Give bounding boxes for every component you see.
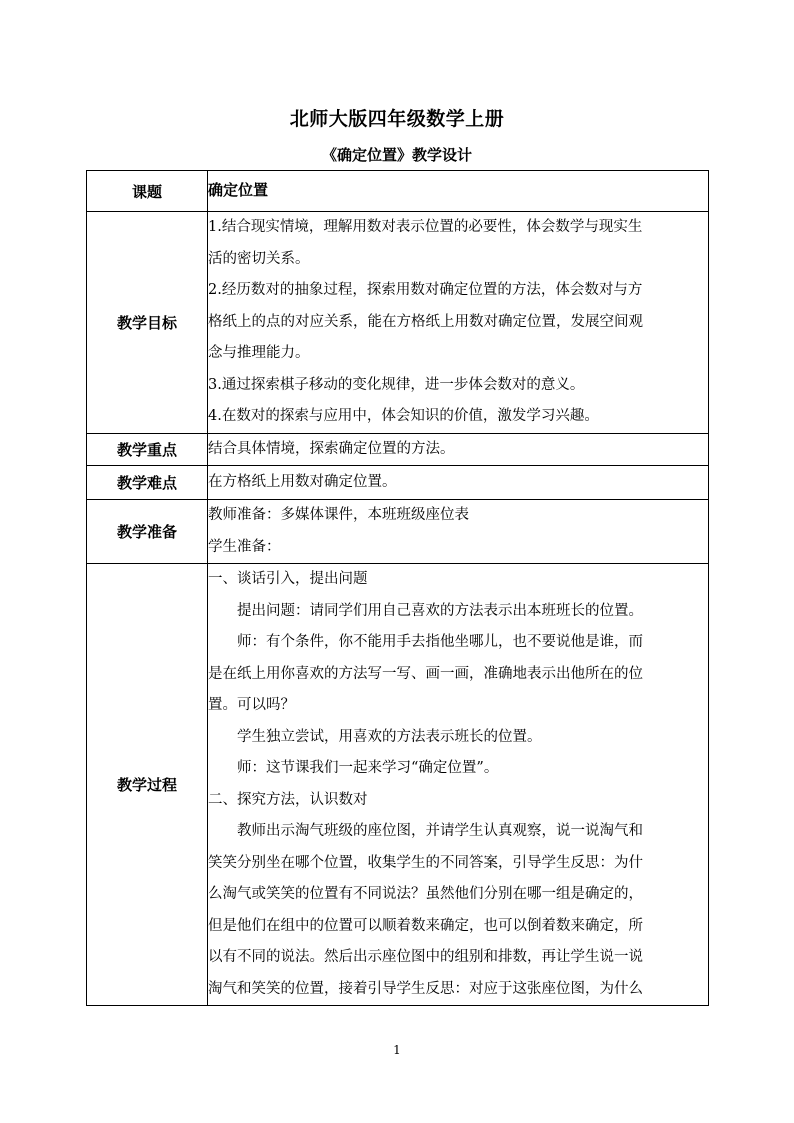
- process-line: 么淘气或笑笑的位置有不同说法？虽然他们分别在哪一组是确定的，: [208, 886, 643, 902]
- row-value-process: [208, 564, 709, 1006]
- goals-line: 1.结合现实情境，理解用数对表示位置的必要性，体会数学与现实生: [208, 219, 643, 235]
- row-value-difficulty: 在方格纸上用数对确定位置。: [208, 466, 709, 500]
- process-heading: 一、谈话引入，提出问题: [208, 571, 368, 587]
- process-line: 师：这节课我们一起来学习“确定位置”。: [237, 760, 499, 776]
- row-label-process: 教学过程: [87, 564, 208, 1006]
- document-subtitle: 《确定位置》教学设计: [321, 146, 472, 164]
- goals-line: 2.经历数对的抽象过程，探索用数对确定位置的方法，体会数对与方: [208, 282, 643, 298]
- table-row-preparation: [87, 500, 709, 564]
- process-line: 学生独立尝试，用喜欢的方法表示班长的位置。: [237, 728, 542, 745]
- process-line: 教师出示淘气班级的座位图，并请学生认真观察，说一说淘气和: [237, 823, 643, 839]
- table-row-key-point: [87, 433, 709, 466]
- process-line: 提出问题：请同学们用自己喜欢的方法表示出本班班长的位置。: [237, 602, 643, 619]
- table-row-difficulty: [87, 466, 709, 500]
- process-line: 以有不同的说法。然后出示座位图中的组别和排数，再让学生说一说: [208, 949, 643, 965]
- row-label-preparation: 教学准备: [87, 500, 208, 564]
- goals-line: 4.在数对的探索与应用中，体会知识的价值，激发学习兴趣。: [208, 408, 599, 424]
- goals-line: 格纸上的点的对应关系，能在方格纸上用数对确定位置，发展空间观: [208, 313, 643, 330]
- lesson-plan-table: [86, 170, 709, 1006]
- process-line: 是在纸上用你喜欢的方法写一写、画一画，准确地表示出他所在的位: [208, 665, 643, 682]
- row-label-topic: 课题: [87, 171, 208, 212]
- row-value-preparation: [208, 500, 709, 564]
- process-line: 但是他们在组中的位置可以顺着数来确定，也可以倒着数来确定，所: [208, 917, 643, 934]
- table-row-topic: [87, 171, 709, 212]
- preparation-line: 学生准备：: [208, 538, 281, 555]
- row-value-key-point: 结合具体情境，探索确定位置的方法。: [208, 433, 709, 466]
- row-value-topic: 确定位置: [208, 171, 709, 212]
- page-number: 1: [393, 1043, 401, 1057]
- goals-line: 念与推理能力。: [208, 345, 310, 361]
- preparation-line: 教师准备：多媒体课件，本班班级座位表: [208, 507, 469, 523]
- goals-line: 3.通过探索棋子移动的变化规律，进一步体会数对的意义。: [208, 376, 585, 393]
- row-label-goals: 教学目标: [87, 212, 208, 434]
- row-label-key-point: 教学重点: [87, 433, 208, 466]
- row-value-goals: [208, 212, 709, 434]
- table-row-process: [87, 564, 709, 1006]
- process-line: 置。可以吗？: [208, 697, 295, 713]
- process-heading: 二、探究方法，认识数对: [208, 791, 368, 808]
- table-row-goals: [87, 212, 709, 434]
- process-line: 淘气和笑笑的位置，接着引导学生反思：对应于这张座位图，为什么: [208, 980, 643, 997]
- document-title: 北师大版四年级数学上册: [289, 108, 505, 130]
- goals-line: 活的密切关系。: [208, 250, 310, 267]
- process-line: 师：有个条件，你不能用手去指他坐哪儿，也不要说他是谁，而: [237, 634, 643, 650]
- process-line: 笑笑分别坐在哪个位置，收集学生的不同答案，引导学生反思：为什: [208, 854, 643, 871]
- row-label-difficulty: 教学难点: [87, 466, 208, 500]
